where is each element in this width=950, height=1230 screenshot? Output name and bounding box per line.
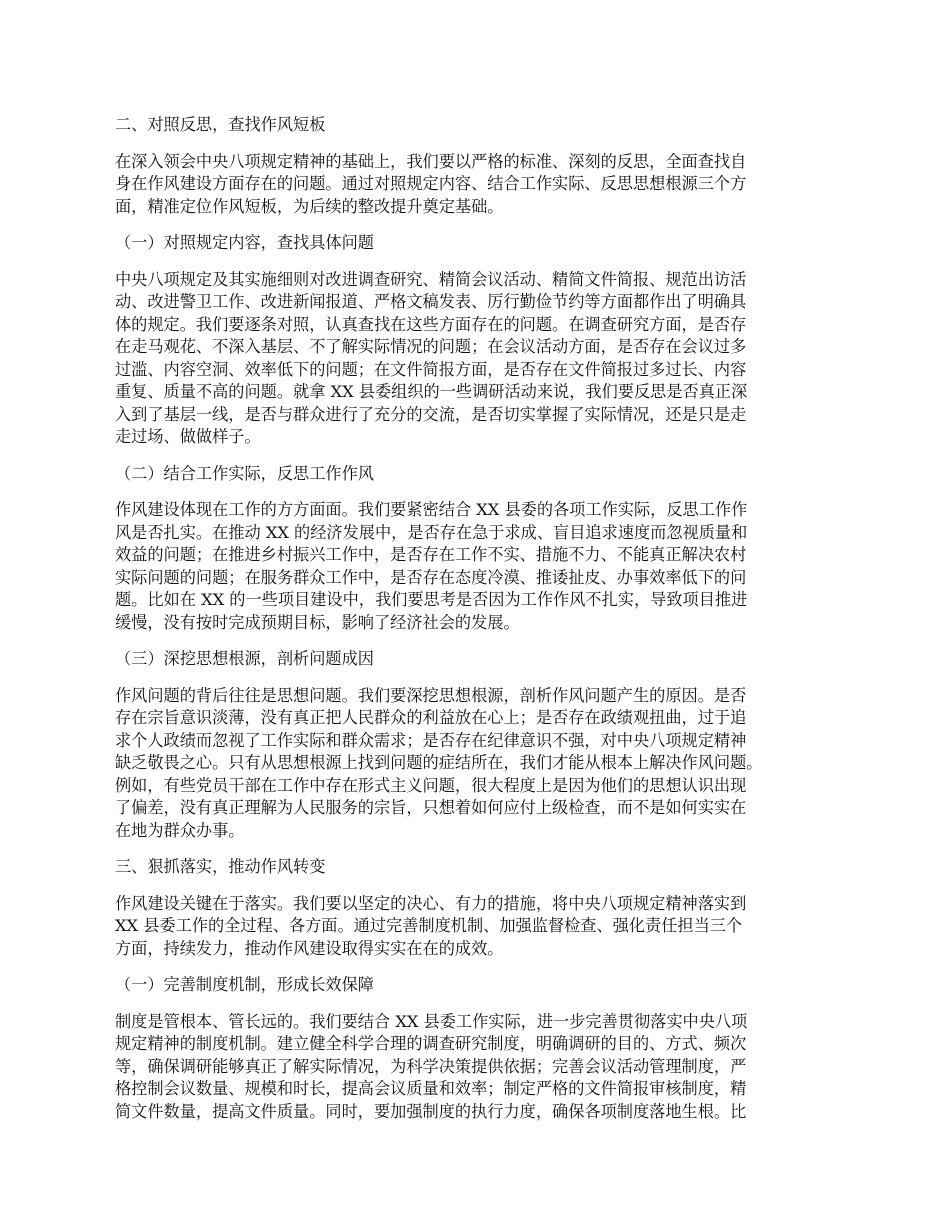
section-heading [115, 648, 855, 671]
paragraph-line: 简文件数量，提高文件质量。同时，要加强制度的执行力度，确保各项制度落地生根。比 [115, 1101, 747, 1121]
paragraph-line: 等，确保调研能够真正了解实际情况，为科学决策提供依据；完善会议活动管理制度，严 [115, 1056, 747, 1076]
paragraph-line: 实际问题的问题；在服务群众工作中，是否存在态度冷漠、推诿扯皮、办事效率低下的问 [115, 567, 747, 587]
paragraph-line: 规定精神的制度机制。建立健全科学合理的调查研究制度，明确调研的目的、方式、频次 [115, 1034, 747, 1053]
paragraph-line: 中央八项规定及其实施细则对改进调查研究、精简会议活动、精简文件简报、规范出访活 [115, 269, 747, 289]
heading-text: 二、对照反思，查找作风短板 [115, 115, 326, 134]
heading-text: （三）深挖思想根源，剖析问题成因 [115, 649, 374, 668]
paragraph-line: 风是否扎实。在推动 XX 的经济发展中，是否存在急于求成、盲目追求速度而忽视质量和 [115, 522, 748, 542]
paragraph-line: 缓慢，没有按时完成预期目标，影响了经济社会的发展。 [115, 612, 520, 632]
body-paragraph [115, 499, 855, 634]
paragraph-line: 面，精准定位作风短板，为后续的整改提升奠定基础。 [115, 196, 504, 216]
body-paragraph [115, 1011, 855, 1124]
section-heading [115, 856, 855, 879]
paragraph-line: 求个人政绩而忽视了工作实际和群众需求；是否存在纪律意识不强，对中央八项规定精神 [115, 730, 747, 750]
paragraph-line: 存在宗旨意识淡薄，没有真正把人民群众的利益放在心上；是否存在政绩观扭曲，过于追 [115, 708, 747, 727]
paragraph-line: 身在作风建设方面存在的问题。通过对照规定内容、结合工作实际、反思思想根源三个方 [115, 174, 747, 193]
paragraph-line: 重复、质量不高的问题。就拿 XX 县委组织的一些调研活动来说，我们要反思是否真正深 [115, 382, 748, 401]
paragraph-line: 作风建设关键在于落实。我们要以坚定的决心、有力的措施，将中央八项规定精神落实到 [115, 893, 747, 913]
section-heading [115, 232, 855, 255]
section-heading [115, 974, 855, 997]
paragraph-line: 走过场、做做样子。 [115, 427, 261, 446]
document-body [115, 114, 855, 1137]
paragraph-line: 在走马观花、不深入基层、不了解实际情况的问题；在会议活动方面，是否存在会议过多 [115, 337, 747, 356]
body-paragraph [115, 269, 855, 449]
paragraph-line: 过滥、内容空洞、效率低下的问题；在文件简报方面，是否存在文件简报过多过长、内容 [115, 359, 747, 379]
section-heading [115, 463, 855, 486]
body-paragraph [115, 685, 855, 843]
paragraph-line: 在地为群众办事。 [115, 820, 245, 840]
paragraph-line: 方面，持续发力，推动作风建设取得实实在在的成效。 [115, 938, 504, 958]
paragraph-line: 了偏差，没有真正理解为人民服务的宗旨，只想着如何应付上级检查，而不是如何实实在 [115, 798, 747, 817]
paragraph-line: 缺乏敬畏之心。只有从思想根源上找到问题的症结所在，我们才能从根本上解决作风问题。 [115, 753, 763, 772]
heading-text: 三、狠抓落实，推动作风转变 [115, 857, 326, 876]
paragraph-line: 动、改进警卫工作、改进新闻报道、严格文稿发表、厉行勤俭节约等方面都作出了明确具 [115, 292, 747, 311]
body-paragraph [115, 893, 855, 961]
paragraph-line: 制度是管根本、管长远的。我们要结合 XX 县委工作实际，进一步完善贯彻落实中央八项 [115, 1011, 748, 1031]
body-paragraph [115, 151, 855, 219]
paragraph-line: 体的规定。我们要逐条对照，认真查找在这些方面存在的问题。在调查研究方面，是否存 [115, 314, 747, 334]
paragraph-line: 格控制会议数量、规模和时长，提高会议质量和效率；制定严格的文件简报审核制度，精 [115, 1079, 747, 1098]
heading-text: （一）对照规定内容，查找具体问题 [115, 233, 374, 252]
paragraph-line: 作风问题的背后往往是思想问题。我们要深挖思想根源，剖析作风问题产生的原因。是否 [115, 685, 747, 705]
paragraph-line: 作风建设体现在工作的方方面面。我们要紧密结合 XX 县委的各项工作实际，反思工作作 [115, 500, 748, 519]
heading-text: （一）完善制度机制，形成长效保障 [115, 975, 374, 994]
paragraph-line: 例如，有些党员干部在工作中存在形式主义问题，很大程度上是因为他们的思想认识出现 [115, 775, 747, 795]
section-heading [115, 114, 855, 137]
paragraph-line: 效益的问题；在推进乡村振兴工作中，是否存在工作不实、措施不力、不能真正解决农村 [115, 545, 747, 564]
paragraph-line: 入到了基层一线，是否与群众进行了充分的交流，是否切实掌握了实际情况，还是只是走 [115, 404, 747, 424]
paragraph-line: XX 县委工作的全过程、各方面。通过完善制度机制、加强监督检查、强化责任担当三个 [115, 916, 743, 935]
paragraph-line: 题。比如在 XX 的一些项目建设中，我们要思考是否因为工作作风不扎实，导致项目推进 [115, 590, 748, 609]
heading-text: （二）结合工作实际，反思工作作风 [115, 463, 374, 483]
paragraph-line: 在深入领会中央八项规定精神的基础上，我们要以严格的标准、深刻的反思，全面查找自 [115, 151, 747, 171]
